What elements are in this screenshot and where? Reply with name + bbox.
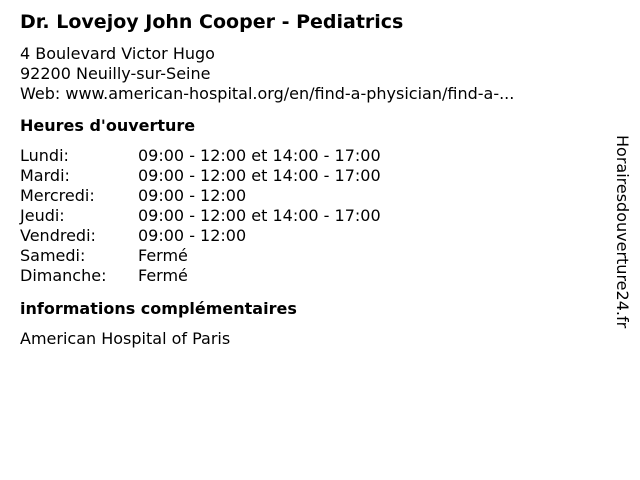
hours-row-tuesday	[20, 166, 381, 186]
hours-row-thursday	[20, 206, 381, 226]
opening-hours-heading: Heures d'ouverture	[20, 116, 196, 135]
page-title: Dr. Lovejoy John Cooper - Pediatrics	[20, 11, 404, 33]
hours-row-sunday	[20, 266, 381, 286]
business-card	[20, 8, 600, 349]
hours-value: 09:00 - 12:00 et 14:00 - 17:00	[138, 166, 381, 185]
hours-row-friday	[20, 226, 381, 246]
site-watermark: Horairesdouverture24.fr	[613, 135, 632, 329]
day-label: Dimanche:	[20, 266, 107, 285]
day-label: Samedi:	[20, 246, 86, 265]
hours-row-monday	[20, 146, 381, 166]
website-label: Web:	[20, 84, 61, 103]
day-label: Lundi:	[20, 146, 69, 165]
hours-value: 09:00 - 12:00	[138, 186, 247, 205]
hours-value: Fermé	[138, 266, 188, 285]
hours-value: 09:00 - 12:00 et 14:00 - 17:00	[138, 206, 381, 225]
day-label: Mercredi:	[20, 186, 95, 205]
additional-info-text: American Hospital of Paris	[20, 329, 231, 348]
street-address: 4 Boulevard Victor Hugo	[20, 44, 215, 63]
opening-hours-table	[20, 146, 381, 286]
city-address: 92200 Neuilly-sur-Seine	[20, 64, 211, 83]
day-label: Vendredi:	[20, 226, 96, 245]
website-line	[20, 84, 600, 104]
hours-row-saturday	[20, 246, 381, 266]
hours-value: 09:00 - 12:00 et 14:00 - 17:00	[138, 146, 381, 165]
additional-info-heading: informations complémentaires	[20, 299, 297, 318]
hours-row-wednesday	[20, 186, 381, 206]
day-label: Mardi:	[20, 166, 70, 185]
hours-value: Fermé	[138, 246, 188, 265]
hours-value: 09:00 - 12:00	[138, 226, 247, 245]
website-link[interactable]: www.american-hospital.org/en/find-a-physician/find-a-...	[65, 84, 515, 103]
day-label: Jeudi:	[20, 206, 65, 225]
